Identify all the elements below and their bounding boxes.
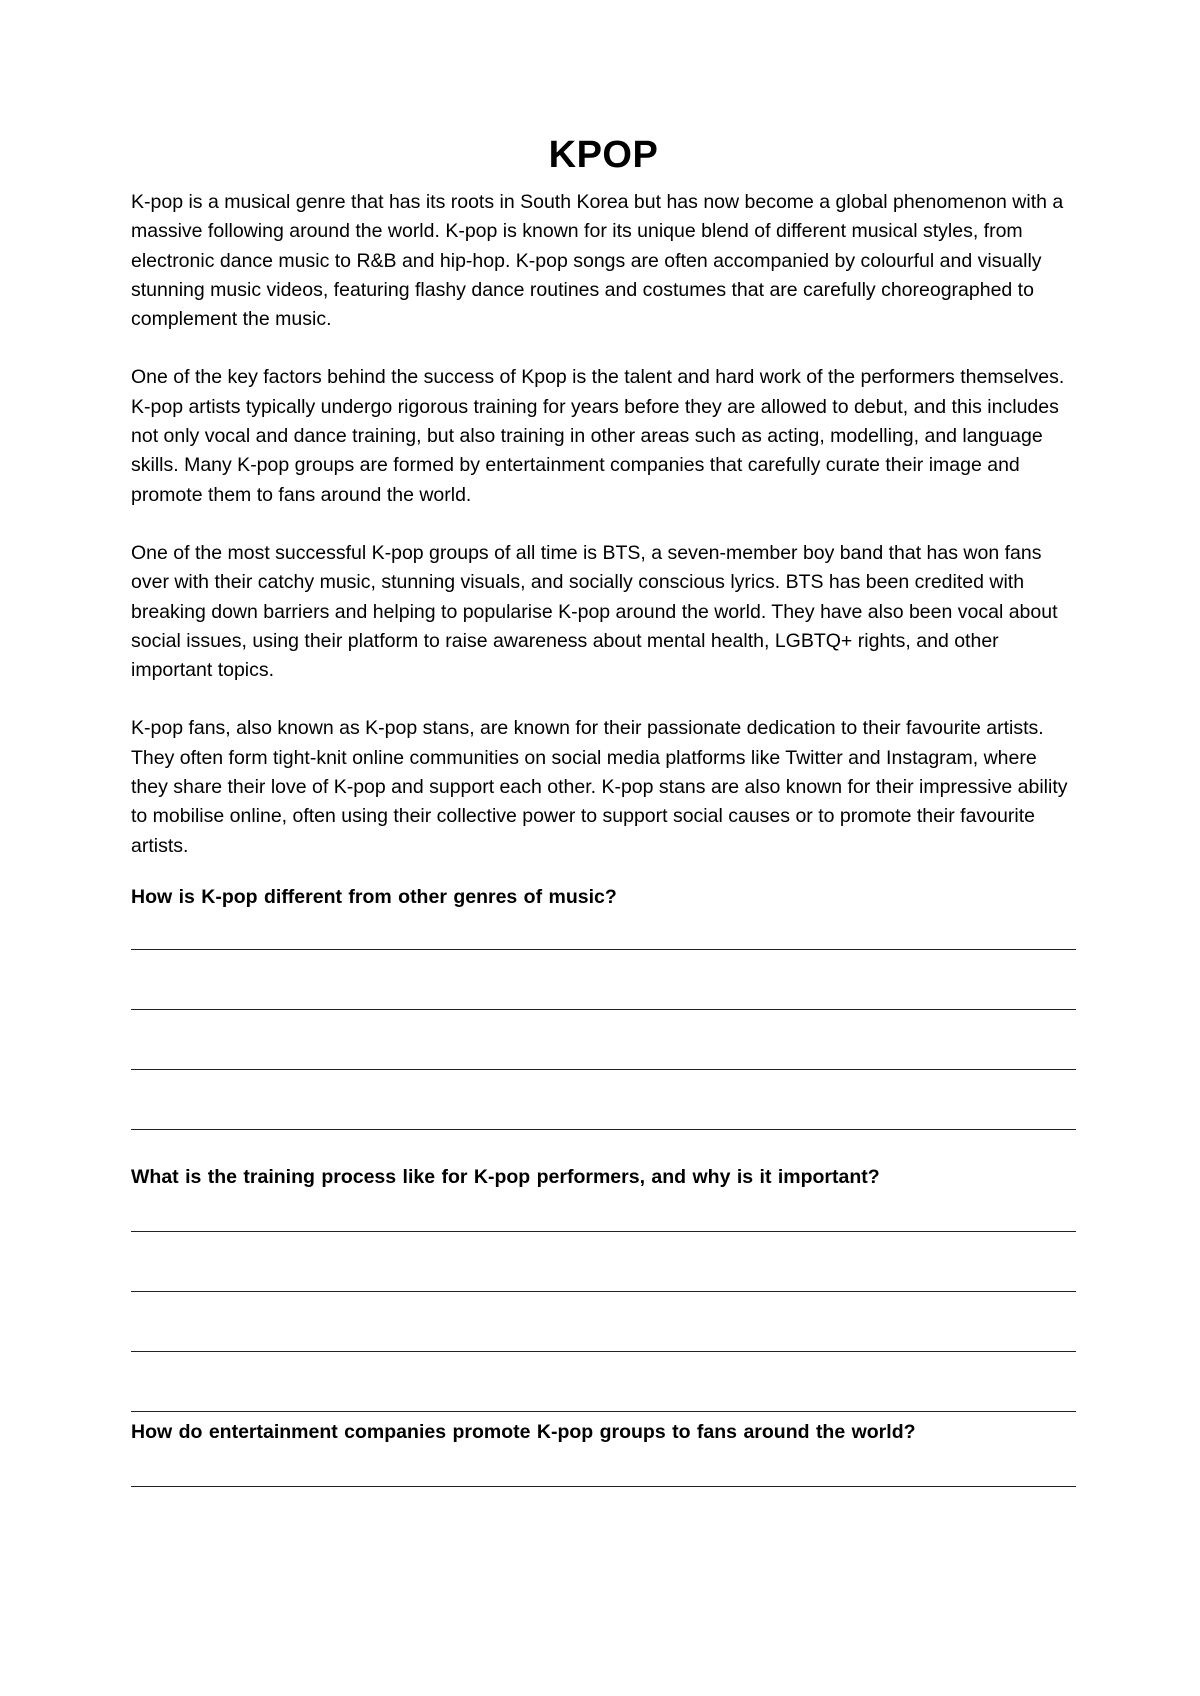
worksheet-page [131, 130, 1076, 1487]
paragraph-intro: K-pop is a musical genre that has its roots in South Korea but has now become a global phenomenon with a massive following around the world. K-pop is known for its unique blend of different musical styles, from electronic dance music to R&B and hip-hop. K-pop songs are often accompanied by colourful and visually stunning music videos, featuring flashy dance routines and costumes that are carefully choreographed to complement the music. [131, 191, 1064, 331]
question-2: What is the training process like for K-pop performers, and why is it important? [131, 1165, 880, 1188]
answer-line-q3-1[interactable] [131, 1485, 1076, 1487]
question-1: How is K-pop different from other genres of music? [131, 885, 617, 908]
paragraph-fans: K-pop fans, also known as K-pop stans, are known for their passionate dedication to their favourite artists. They often form tight-knit online communities on social media platforms like Twitter and Instagram, where they share their love of K-pop and support each other. K-pop stans are also known for their impressive ability to mobilise online, often using their collective power to support social causes or to promote their favourite artists. [131, 717, 1068, 857]
document-title: KPOP [548, 134, 659, 176]
question-3: How do entertainment companies promote K-pop groups to fans around the world? [131, 1420, 916, 1443]
paragraph-training: One of the key factors behind the success of Kpop is the talent and hard work of the performers themselves. K-pop artists typically undergo rigorous training for years before they are allowed to debut, and this includes not only vocal and dance training, but also training in other areas such as acting, modelling, and language skills. Many K-pop groups are formed by entertainment companies that carefully curate their image and promote them to fans around the world. [131, 366, 1065, 506]
paragraph-bts: One of the most successful K-pop groups of all time is BTS, a seven-member boy band that has won fans over with their catchy music, stunning visuals, and socially conscious lyrics. BTS has been credited with breaking down barriers and helping to popularise K-pop around the world. They have also been vocal about social issues, using their platform to raise awareness about mental health, LGBTQ+ rights, and other important topics. [131, 541, 1058, 682]
